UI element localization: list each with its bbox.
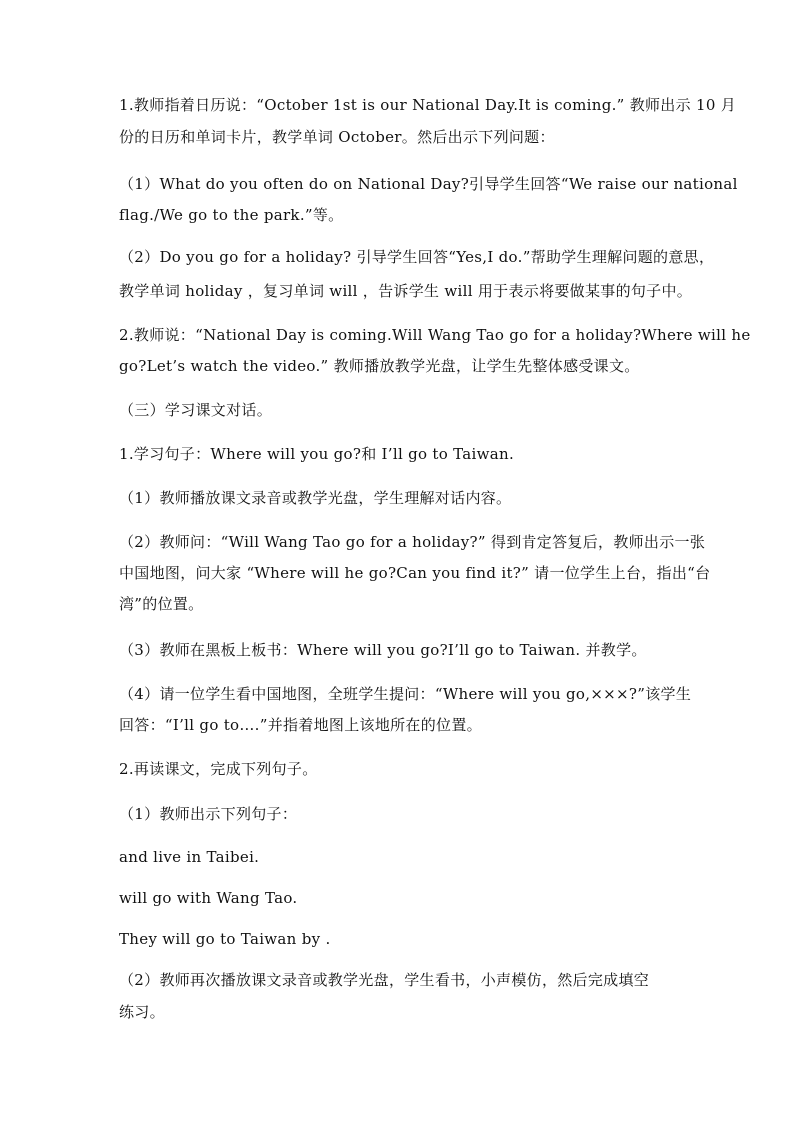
- paragraph-line: 教学单词 holiday ，复习单词 will ，告诉学生 will 用于表示将要做某事的句子中。: [119, 282, 693, 300]
- section-heading: （三）学习课文对话。: [119, 401, 273, 419]
- paragraph-line: （2）教师问：“Will Wang Tao go for a holiday?” 得到肯定答复后，教师出示一张: [119, 533, 706, 551]
- fill-in-sentence: will go with Wang Tao.: [119, 889, 298, 907]
- paragraph-line: 份的日历和单词卡片，教学单词 October。然后出示下列问题：: [119, 128, 555, 146]
- paragraph-line: （1）教师播放课文录音或教学光盘，学生理解对话内容。: [119, 489, 512, 507]
- paragraph-line: 回答：“I’ll go to….”并指着地图上该地所在的位置。: [119, 716, 482, 734]
- paragraph-line: 2.再读课文，完成下列句子。: [119, 760, 318, 778]
- paragraph-line: 中国地图，问大家 “Where will he go?Can you find it?” 请一位学生上台，指出“台: [119, 564, 711, 582]
- paragraph-line: 湾”的位置。: [119, 595, 204, 613]
- paragraph-line: go?Let’s watch the video.” 教师播放教学光盘，让学生先整体感受课文。: [119, 357, 640, 375]
- paragraph-line: 1.学习句子：Where will you go?和 I’ll go to Taiwan.: [119, 445, 515, 463]
- fill-in-sentence: They will go to Taiwan by .: [119, 930, 331, 948]
- paragraph-line: 1.教师指着日历说：“October 1st is our National Day.It is coming.” 教师出示 10 月: [119, 96, 737, 114]
- paragraph-line: （1）教师出示下列句子：: [119, 805, 298, 823]
- paragraph-line: 练习。: [119, 1003, 165, 1021]
- paragraph-line: （2）教师再次播放课文录音或教学光盘，学生看书，小声模仿，然后完成填空: [119, 971, 650, 989]
- paragraph-line: （1）What do you often do on National Day?引导学生回答“We raise our national: [119, 175, 738, 193]
- fill-in-sentence: and live in Taibei.: [119, 848, 260, 866]
- paragraph-line: （4）请一位学生看中国地图，全班学生提问：“Where will you go,×××?”该学生: [119, 685, 692, 703]
- paragraph-line: （2）Do you go for a holiday? 引导学生回答“Yes,I do.”帮助学生理解问题的意思，: [119, 248, 715, 266]
- paragraph-line: 2.教师说：“National Day is coming.Will Wang Tao go for a holiday?Where will he: [119, 326, 751, 344]
- paragraph-line: flag./We go to the park.”等。: [119, 206, 344, 224]
- paragraph-line: （3）教师在黑板上板书：Where will you go?I’ll go to Taiwan. 并教学。: [119, 641, 647, 659]
